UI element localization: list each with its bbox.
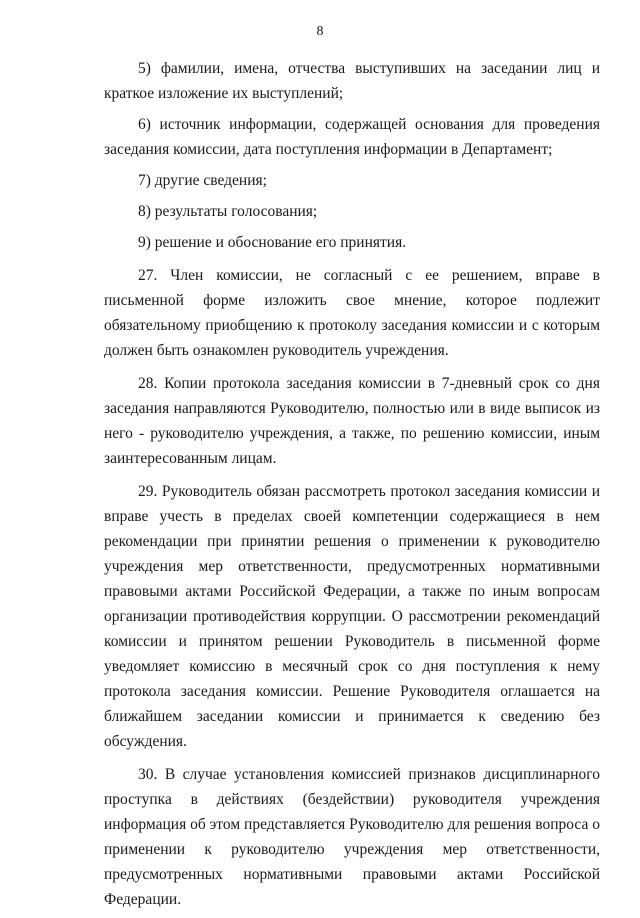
- list-item-5: 5) фамилии, имена, отчества выступивших на заседании лиц и краткое изложение их выступлений;: [104, 60, 600, 102]
- clause-30: 30. В случае установления комиссией признаков дисциплинарного проступка в действиях (бездействии) руководителя учреждения информация об этом представляется Руководителю для решения вопроса о применении к руководителю учреждения мер ответственности, предусмотренных нормативными правовыми актами Российской Федерации.: [104, 766, 600, 908]
- list-item-7: 7) другие сведения;: [138, 172, 267, 189]
- clause-28: 28. Копии протокола заседания комиссии в 7-дневный срок со дня заседания направляются Руководителю, полностью или в виде выписок из него - руководителю учреждения, а также, по решению комиссии, иным заинтересованным лицам.: [104, 375, 600, 467]
- clause-27: 27. Член комиссии, не согласный с ее решением, вправе в письменной форме изложить свое мнение, которое подлежит обязательному приобщению к протоколу заседания комиссии и с которым должен быть ознакомлен руководитель учреждения.: [104, 267, 600, 359]
- list-item-6: 6) источник информации, содержащей основания для проведения заседания комиссии, дата поступления информации в Департамент;: [104, 116, 600, 158]
- page-number: 8: [316, 24, 324, 39]
- list-item-8: 8) результаты голосования;: [138, 203, 318, 220]
- list-item-9: 9) решение и обоснование его принятия.: [138, 234, 407, 251]
- document-body: [104, 56, 600, 918]
- clause-29: 29. Руководитель обязан рассмотреть протокол заседания комиссии и вправе учесть в пределах своей компетенции содержащиеся в нем рекомендации при принятии решения о применении к руководителю учреждения мер ответственности, предусмотренных нормативными правовыми актами Российской Федерации, а также по иным вопросам организации противодействия коррупции. О рассмотрении рекомендаций комиссии и принятом решении Руководитель в письменной форме уведомляет комиссию в месячный срок со дня поступления к нему протокола заседания комиссии. Решение Руководителя оглашается на ближайшем заседании комиссии и принимается к сведению без обсуждения.: [104, 483, 600, 750]
